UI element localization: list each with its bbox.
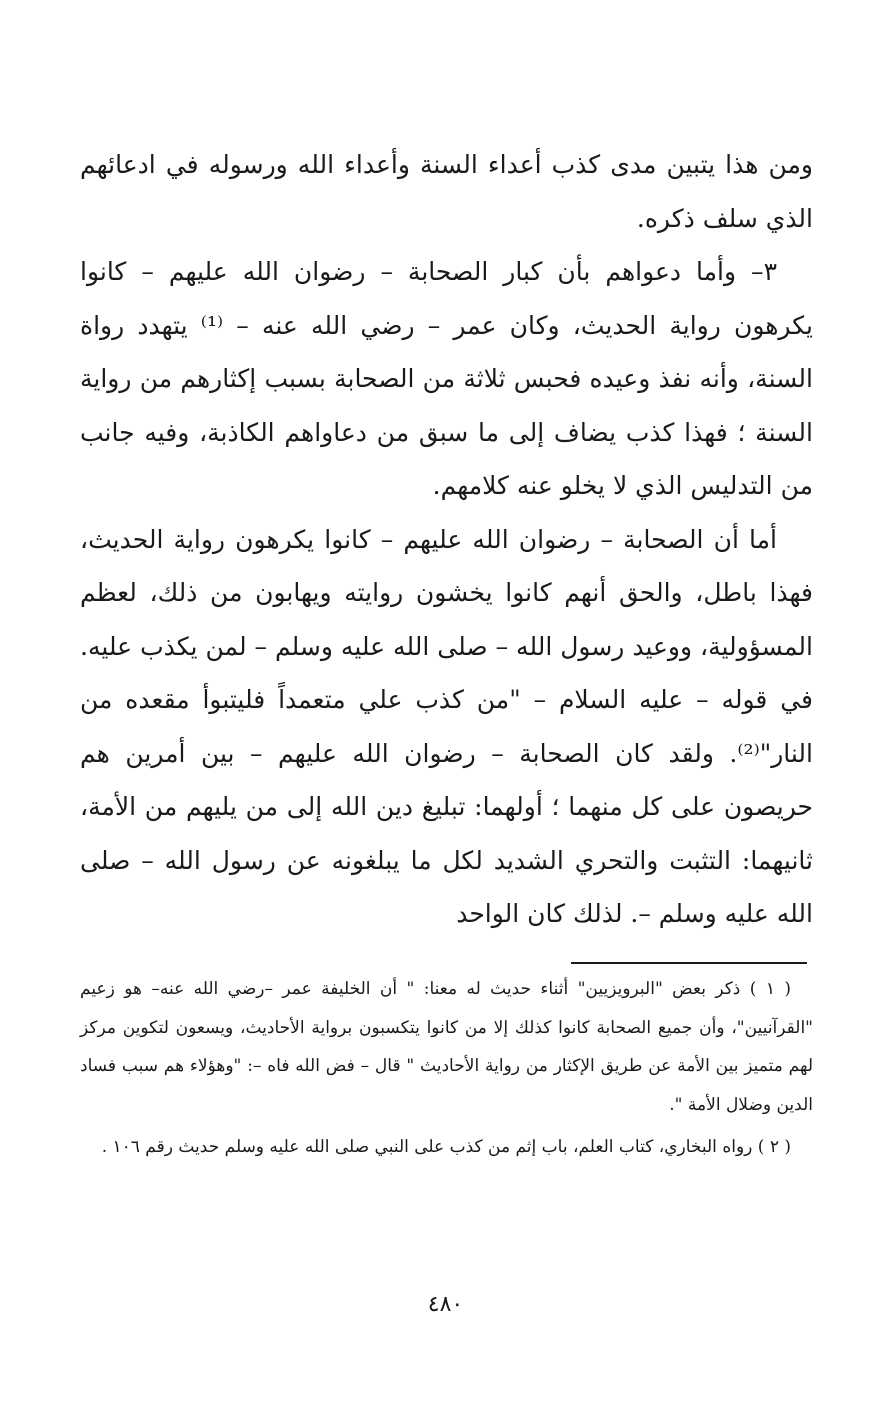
paragraph-2: ٣– وأما دعواهم بأن كبار الصحابة – رضوان الله عليهم – كانوا يكرهون رواية الحديث، وكان عمر – رضي الله عنه – ⁽¹⁾ يتهدد رواة السنة، وأنه نفذ وعيده فحبس ثلاثة من الصحابة بسبب إكثارهم من رواية السنة ؛ فهذا كذب يضاف إلى ما سبق من دعاواهم الكاذبة، وفيه جانب من التدليس الذي لا يخلو عنه كلامهم.	[80, 257, 813, 500]
paragraph-1: ومن هذا يتبين مدى كذب أعداء السنة وأعداء الله ورسوله في ادعائهم الذي سلف ذكره.	[80, 150, 813, 233]
page-number: ٤٨٠	[427, 1292, 464, 1317]
main-body-text	[80, 138, 813, 941]
paragraph-3: أما أن الصحابة – رضوان الله عليهم – كانوا يكرهون رواية الحديث، فهذا باطل، والحق أنهم كانوا يخشون روايته ويهابون من ذلك، لعظم المسؤولية، ووعيد رسول الله – صلى الله عليه وسلم – لمن يكذب عليه. في قوله – عليه السلام – "من كذب علي متعمداً فليتبوأ مقعده من النار"⁽²⁾. ولقد كان الصحابة – رضوان الله عليهم – بين أمرين هم حريصون على كل منهما ؛ أولهما: تبليغ دين الله إلى من يليهم من الأمة، ثانيهما: التثبت والتحري الشديد لكل ما يبلغونه عن رسول الله – صلى الله عليه وسلم –. لذلك كان الواحد	[80, 524, 813, 928]
footnote-1: ( ١ ) ذكر بعض "البرويزيين" أثناء حديث له معنا: " أن الخليفة عمر –رضي الله عنه– هو زعيم "القرآنيين"، وأن جميع الصحابة كانوا كذلك إلا من كانوا يتكسبون برواية الأحاديث، ويسعون لتكوين مركز لهم متميز بين الأمة عن طريق الإكثار من رواية الأحاديث " قال – فض الله فاه –: "وهؤلاء هم سبب فساد الدين وضلال الأمة ".	[80, 979, 813, 1115]
footnote-divider	[571, 962, 807, 964]
footnotes-section	[80, 970, 813, 1167]
footnote-2: ( ٢ ) رواه البخاري، كتاب العلم، باب إثم من كذب على النبي صلى الله عليه وسلم حديث رقم ١٠٦ .	[101, 1137, 791, 1157]
